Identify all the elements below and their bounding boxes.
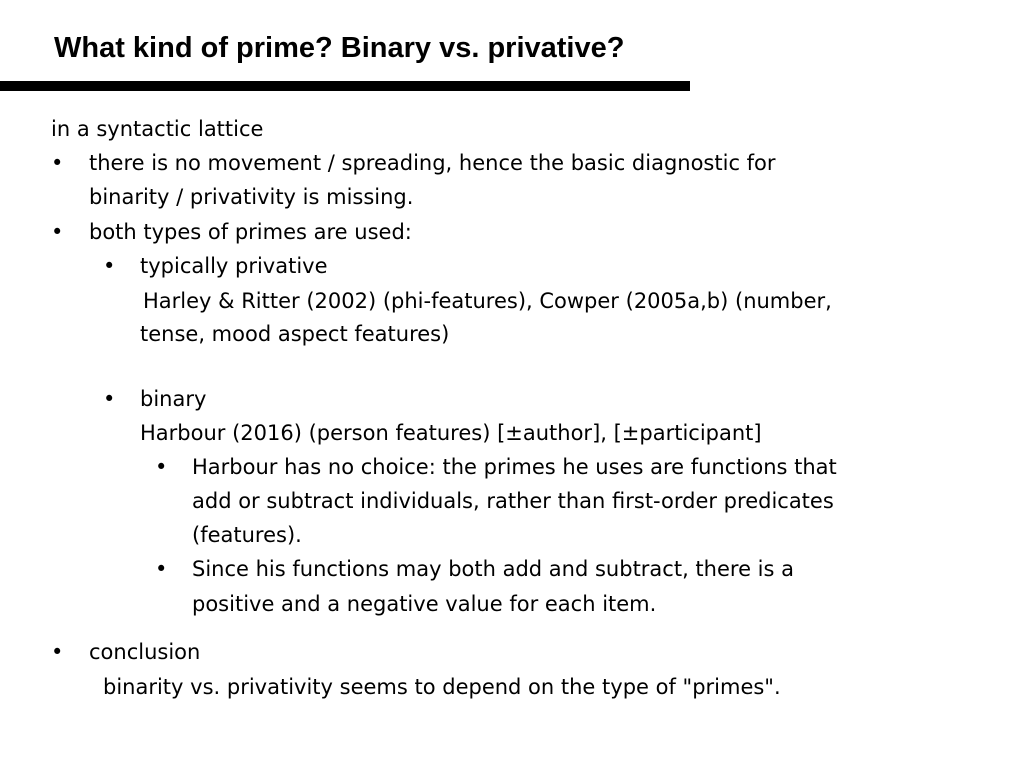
bullet-icon: • [103,254,116,278]
sub1-ref-line1: Harley & Ritter (2002) (phi-features), Cowper (2005a,b) (number, [143,289,832,313]
sub1-label: typically privative [140,254,328,278]
bullet-icon: • [51,151,64,175]
bullet-icon: • [51,640,64,664]
bullet-icon: • [155,455,168,479]
intro-text: in a syntactic lattice [51,117,264,141]
title-underline [0,81,690,91]
point2-line1: Since his functions may both add and subtract, there is a [192,557,794,581]
conclusion-text: binarity vs. privativity seems to depend on the type of "primes". [103,675,781,699]
sub2-ref: Harbour (2016) (person features) [±author], [±participant] [140,421,762,445]
conclusion-label: conclusion [89,640,201,664]
item1-line2: binarity / privativity is missing. [89,185,414,209]
item1-line1: there is no movement / spreading, hence the basic diagnostic for [89,151,776,175]
sub2-label: binary [140,387,207,411]
sub1-ref-line2: tense, mood aspect features) [140,322,450,346]
bullet-icon: • [51,220,64,244]
point1-line1: Harbour has no choice: the primes he uses are functions that [192,455,837,479]
bullet-icon: • [103,387,116,411]
point1-line2: add or subtract individuals, rather than first-order predicates [192,489,834,513]
item2-text: both types of primes are used: [89,220,412,244]
point2-line2: positive and a negative value for each item. [192,592,657,616]
bullet-icon: • [155,557,168,581]
slide-title: What kind of prime? Binary vs. privative? [54,32,625,64]
point1-line3: (features). [192,523,302,547]
